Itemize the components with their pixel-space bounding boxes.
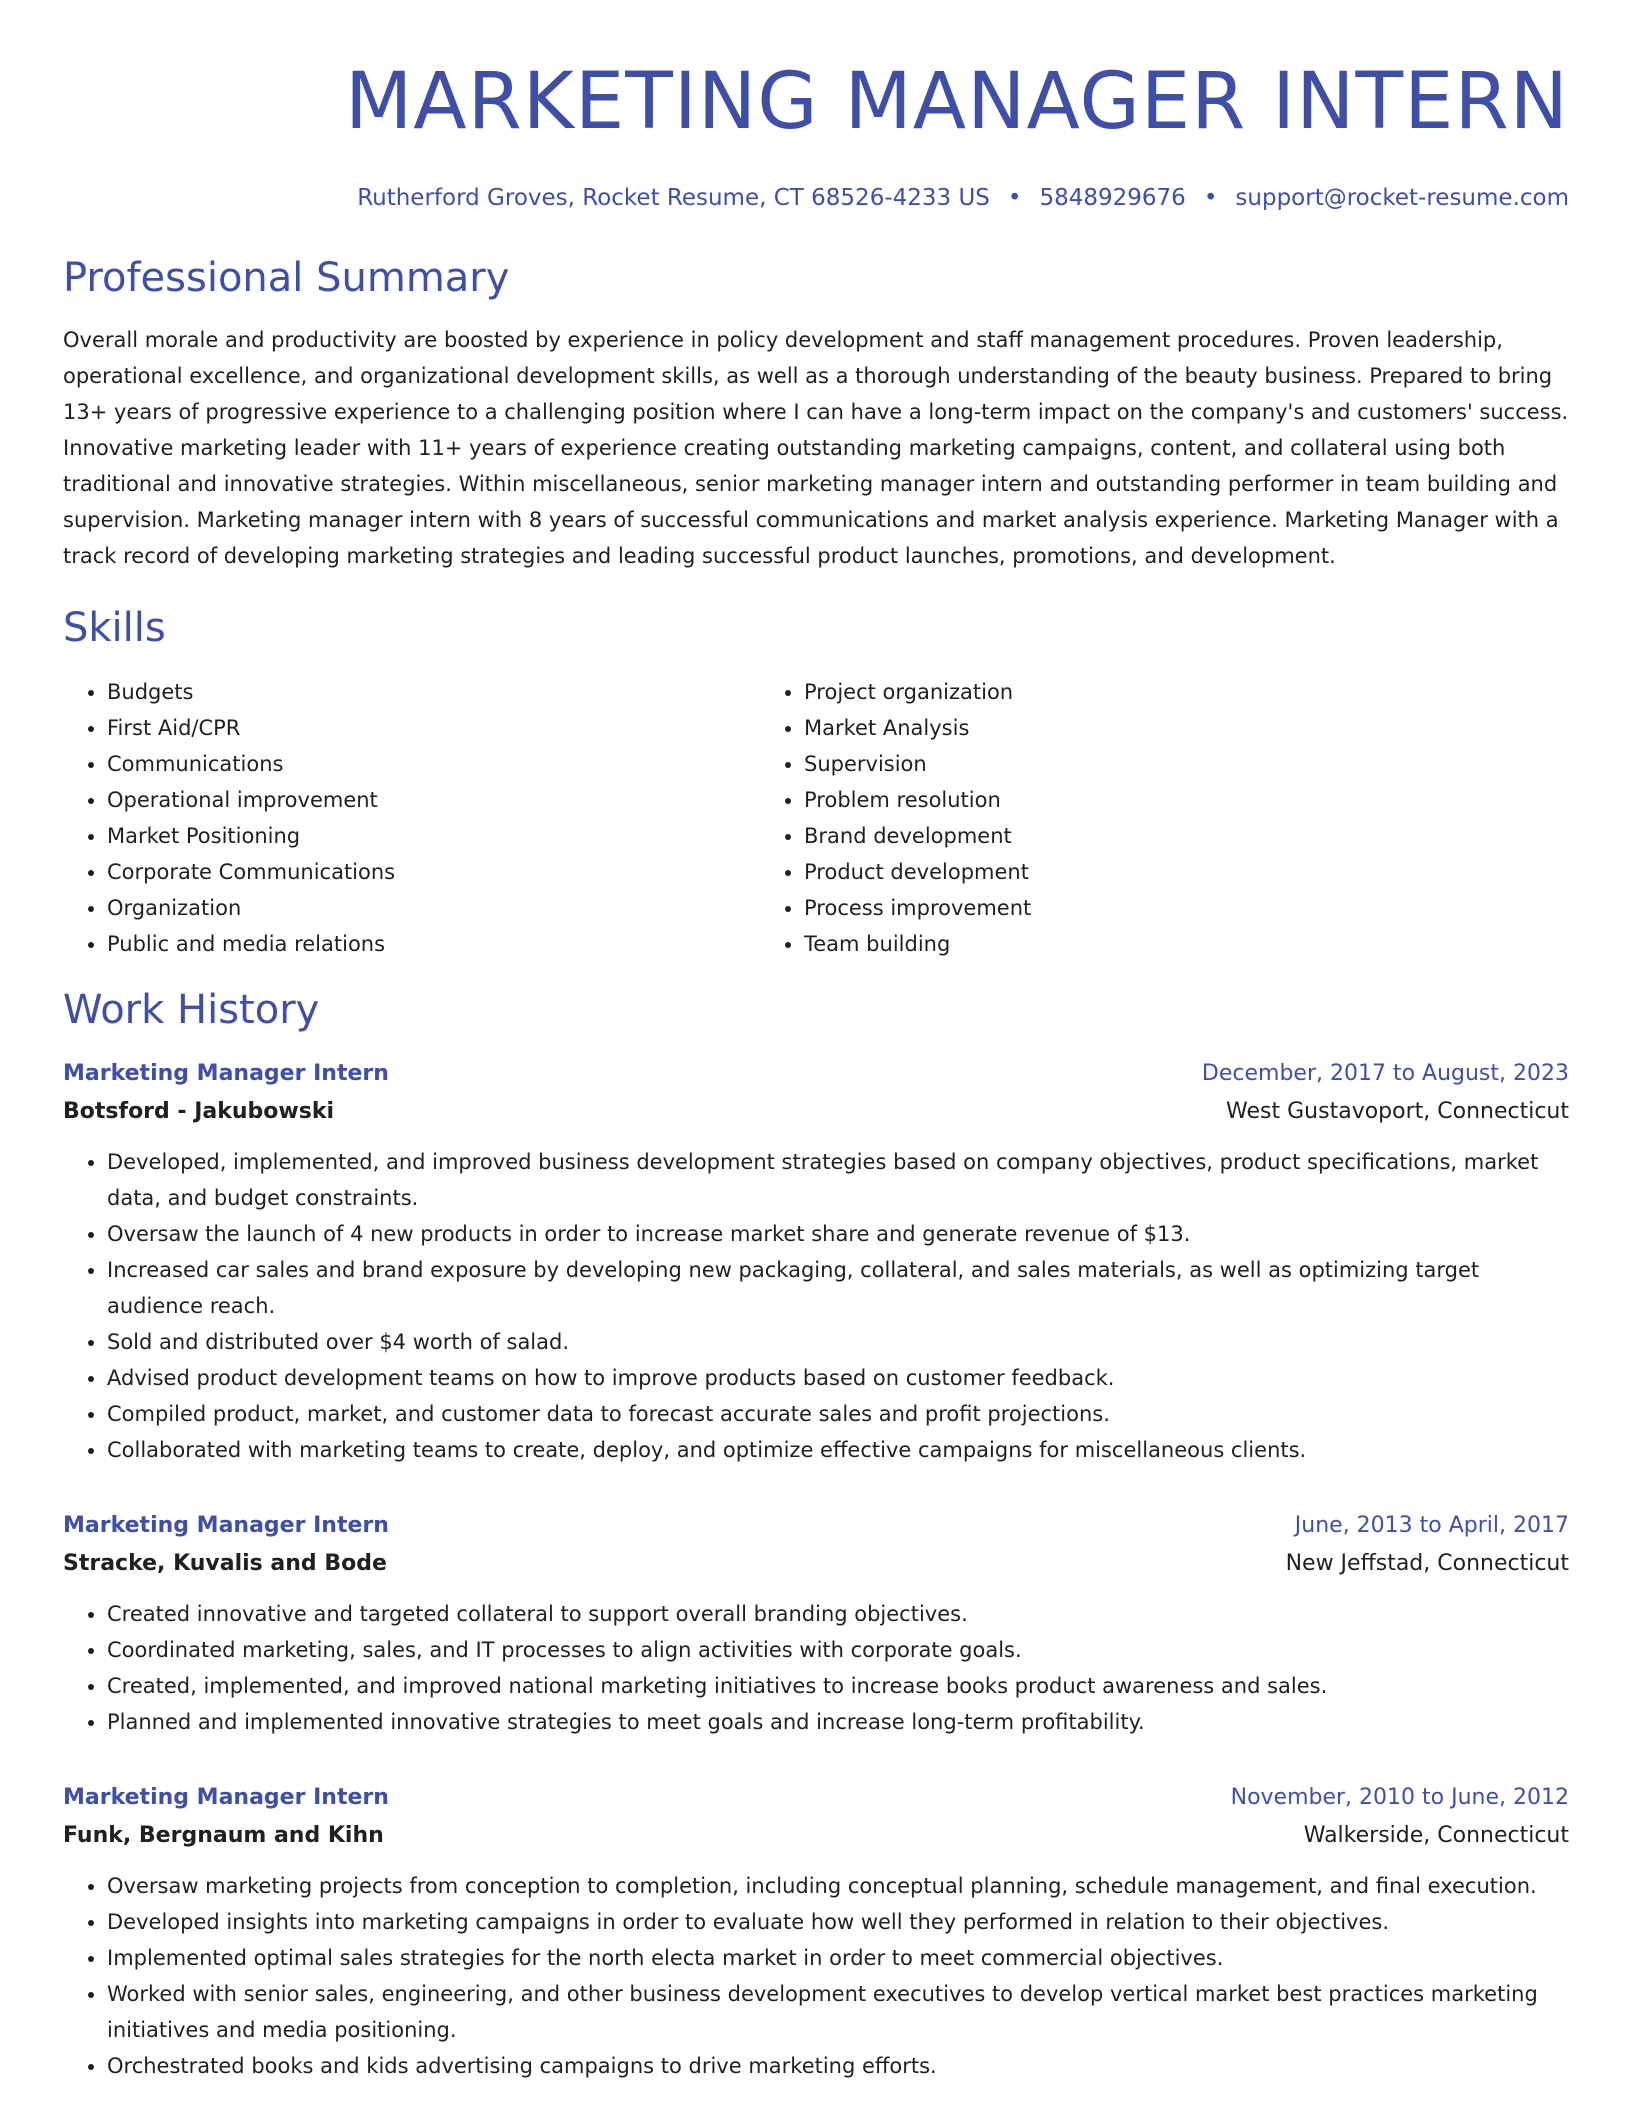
contact-separator: • [1203, 185, 1218, 211]
skill-item: • Communications [107, 746, 760, 782]
skill-item: • Supervision [804, 746, 1569, 782]
job-bullet: • Compiled product, market, and customer data to forecast accurate sales and profit projections. [107, 1396, 1569, 1432]
skill-item: • Public and media relations [107, 926, 760, 962]
skill-item: • Product development [804, 854, 1569, 890]
job-entry [63, 1056, 1569, 1468]
job-bullets [63, 1596, 1569, 1740]
job-company-row [63, 1544, 1569, 1584]
job-bullet: • Implemented optimal sales strategies for the north electa market in order to meet commercial objectives. [107, 1940, 1569, 1976]
job-company-row [63, 1092, 1569, 1132]
skills-grid [63, 674, 1569, 962]
contact-address: Rutherford Groves, Rocket Resume, CT 68526-4233 US [357, 185, 990, 211]
job-bullet: • Oversaw marketing projects from conception to completion, including conceptual planning, schedule management, and final execution. [107, 1868, 1569, 1904]
skill-item: • Market Positioning [107, 818, 760, 854]
skill-item: • Budgets [107, 674, 760, 710]
job-bullet: • Oversaw the launch of 4 new products in order to increase market share and generate revenue of $13. [107, 1216, 1569, 1252]
job-bullet: • Collaborated with marketing teams to create, deploy, and optimize effective campaigns for miscellaneous clients. [107, 1432, 1569, 1468]
job-company: Stracke, Kuvalis and Bode [63, 1551, 387, 1576]
job-role: Marketing Manager Intern [63, 1785, 389, 1810]
job-entry [63, 1508, 1569, 1740]
summary-text: Overall morale and productivity are boosted by experience in policy development and staff management procedures. Proven leadership, operational excellence, and organizational development skills, as well as a thorough understanding of the beauty business. Prepared to bring 13+ years of progressive experience to a challenging position where I can have a long-term impact on the company's and customers' success. Innovative marketing leader with 11+ years of experience creating outstanding marketing campaigns, content, and collateral using both traditional and innovative strategies. Within miscellaneous, senior marketing manager intern and outstanding performer in team building and supervision. Marketing manager intern with 8 years of successful communications and market analysis experience. Marketing Manager with a track record of developing marketing strategies and leading successful product launches, promotions, and development. [63, 328, 1569, 568]
contact-email: support@rocket-resume.com [1235, 185, 1569, 211]
job-dates: November, 2010 to June, 2012 [1230, 1785, 1569, 1810]
job-dates: June, 2013 to April, 2017 [1294, 1513, 1569, 1538]
job-header-row [63, 1780, 1569, 1816]
skill-item: • Operational improvement [107, 782, 760, 818]
job-bullet: • Developed, implemented, and improved business development strategies based on company objectives, product specifications, market data, and budget constraints. [107, 1144, 1569, 1216]
skill-item: • Corporate Communications [107, 854, 760, 890]
resume-title: MARKETING MANAGER INTERN [344, 57, 1569, 147]
work-history-heading: Work History [63, 987, 320, 1033]
skill-item: • Market Analysis [804, 710, 1569, 746]
job-bullet: • Created innovative and targeted collateral to support overall branding objectives. [107, 1596, 1569, 1632]
job-bullet: • Orchestrated books and kids advertising campaigns to drive marketing efforts. [107, 2048, 1569, 2084]
skill-item: • Brand development [804, 818, 1569, 854]
skill-item: • Team building [804, 926, 1569, 962]
job-location: New Jeffstad, Connecticut [1285, 1551, 1569, 1576]
skills-column-left [63, 674, 760, 962]
job-company: Botsford - Jakubowski [63, 1099, 335, 1124]
job-bullet: • Worked with senior sales, engineering, and other business development executives to develop vertical market best practices marketing initiatives and media positioning. [107, 1976, 1569, 2048]
job-bullet: • Created, implemented, and improved national marketing initiatives to increase books product awareness and sales. [107, 1668, 1569, 1704]
contact-line [63, 182, 1569, 214]
job-role: Marketing Manager Intern [63, 1061, 389, 1086]
job-location: West Gustavoport, Connecticut [1226, 1099, 1569, 1124]
skill-item: • Process improvement [804, 890, 1569, 926]
job-header-row [63, 1056, 1569, 1092]
job-bullet: • Coordinated marketing, sales, and IT processes to align activities with corporate goals. [107, 1632, 1569, 1668]
job-bullet: • Sold and distributed over $4 worth of salad. [107, 1324, 1569, 1360]
job-bullet: • Advised product development teams on how to improve products based on customer feedback. [107, 1360, 1569, 1396]
job-dates: December, 2017 to August, 2023 [1201, 1061, 1569, 1086]
job-bullets [63, 1144, 1569, 1468]
skills-heading: Skills [63, 605, 166, 651]
skill-item: • First Aid/CPR [107, 710, 760, 746]
job-header-row [63, 1508, 1569, 1544]
summary-heading: Professional Summary [63, 255, 510, 301]
skill-item: • Project organization [804, 674, 1569, 710]
job-entry [63, 1780, 1569, 2084]
skill-item: • Organization [107, 890, 760, 926]
skills-column-right [760, 674, 1569, 962]
job-company-row [63, 1816, 1569, 1856]
job-bullets [63, 1868, 1569, 2084]
skill-item: • Problem resolution [804, 782, 1569, 818]
job-location: Walkerside, Connecticut [1303, 1823, 1569, 1848]
job-company: Funk, Bergnaum and Kihn [63, 1823, 384, 1848]
contact-separator: • [1007, 185, 1022, 211]
job-role: Marketing Manager Intern [63, 1513, 389, 1538]
job-bullet: • Planned and implemented innovative strategies to meet goals and increase long-term profitability. [107, 1704, 1569, 1740]
contact-phone: 5848929676 [1039, 185, 1186, 211]
job-bullet: • Developed insights into marketing campaigns in order to evaluate how well they performed in relation to their objectives. [107, 1904, 1569, 1940]
job-bullet: • Increased car sales and brand exposure by developing new packaging, collateral, and sales materials, as well as optimizing target audience reach. [107, 1252, 1569, 1324]
